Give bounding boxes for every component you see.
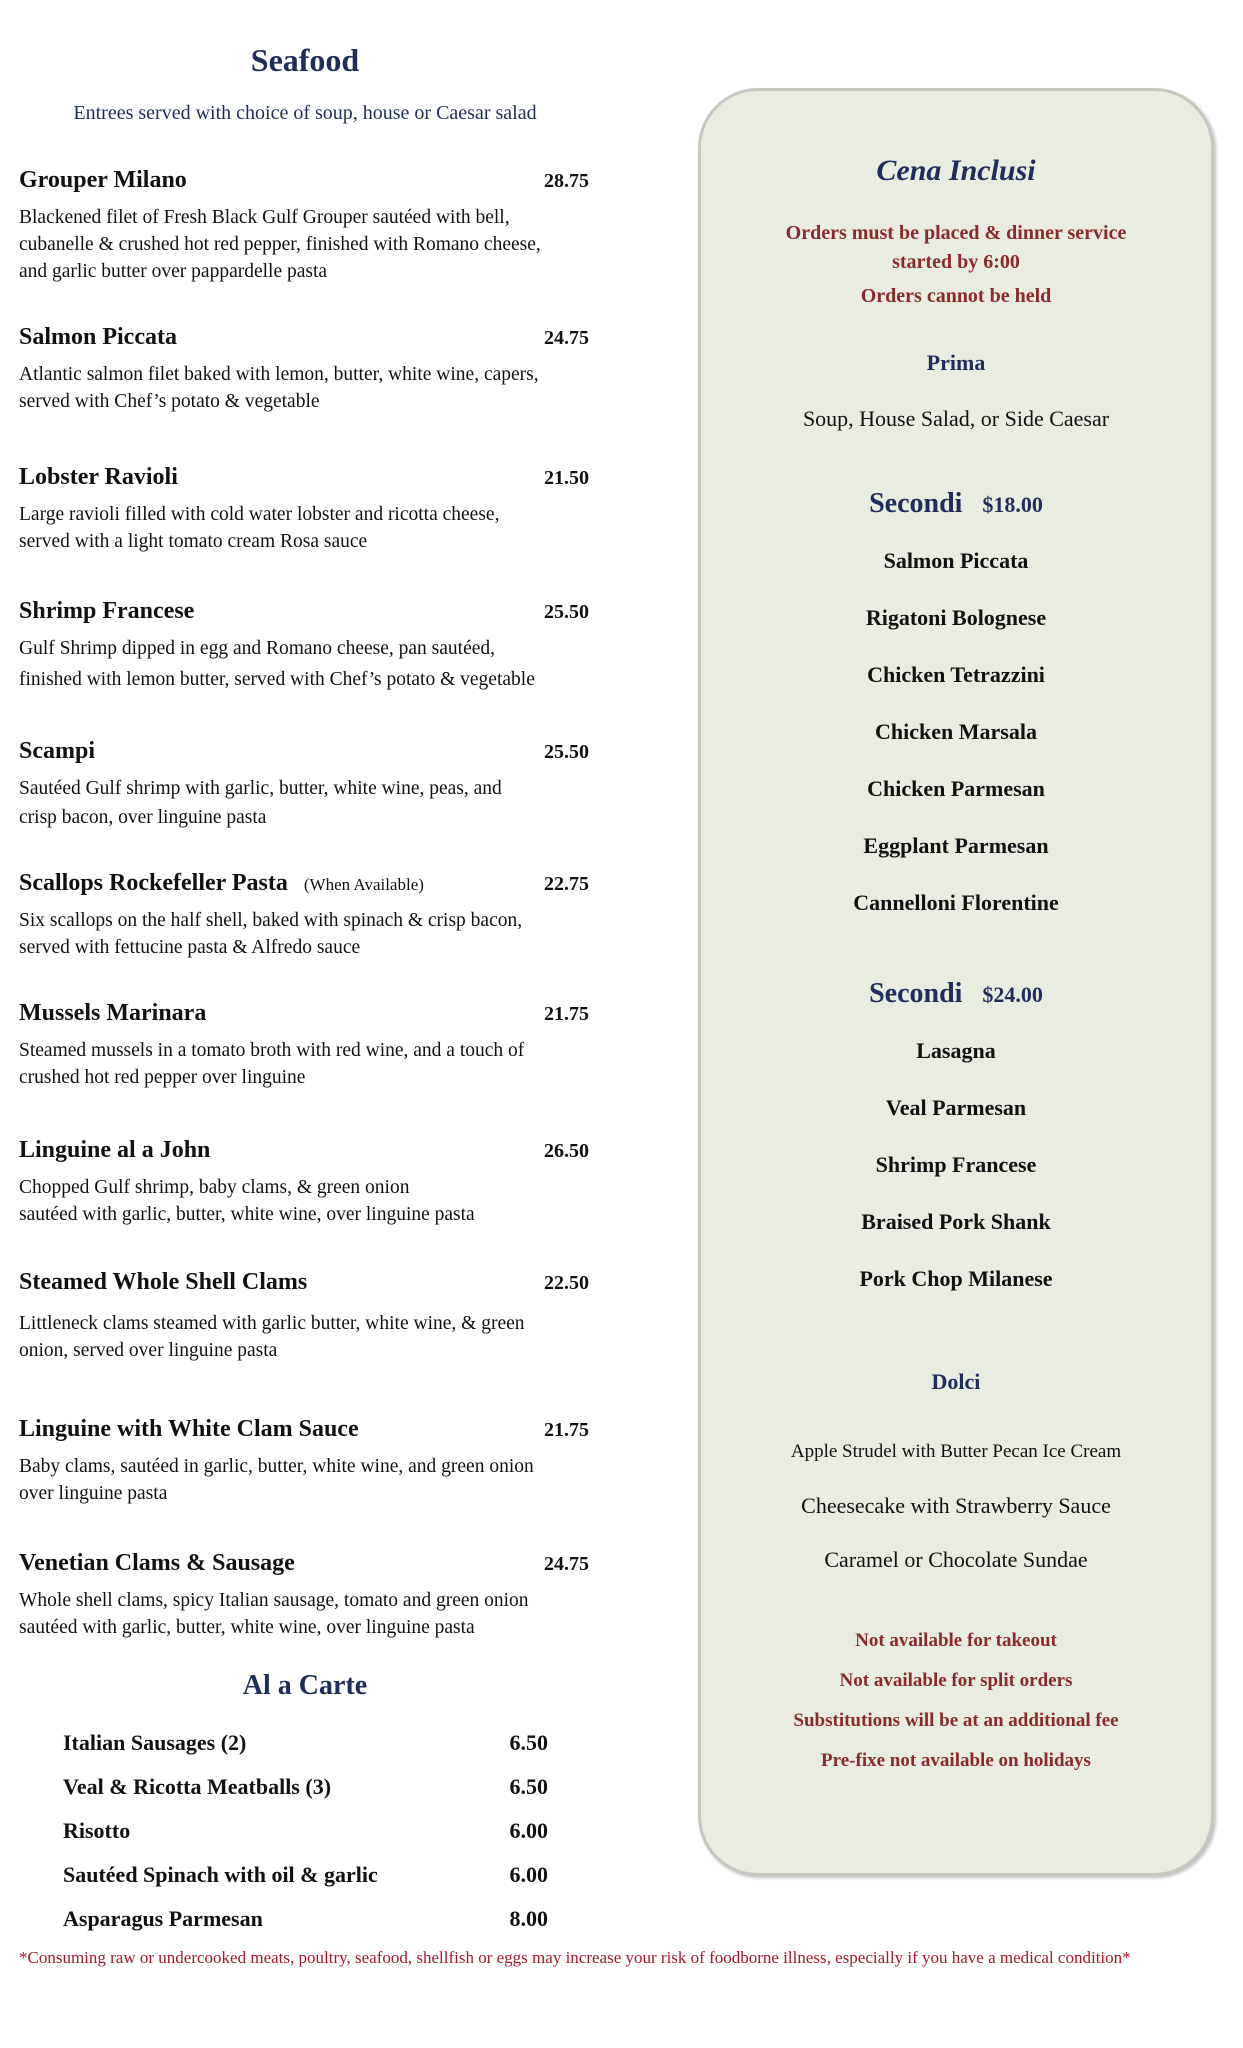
alacarte-item-price: 8.00 [509,1906,548,1931]
description-line: served with fettucine pasta & Alfredo sauce [19,937,361,958]
secondi-price: $24.00 [982,982,1043,1007]
secondi-item: Veal Parmesan [885,1095,1027,1120]
order-notice-line: Orders must be placed & dinner service [785,222,1127,244]
alacarte-item-name: Risotto [63,1818,131,1843]
dish-name: Lobster Ravioli [19,464,178,490]
menu-item [19,464,589,555]
menu-item [19,167,589,285]
dish-description [19,501,589,555]
menu-item [19,598,589,693]
prima-options: Soup, House Salad, or Side Caesar [802,406,1110,431]
restriction-note: Not available for split orders [839,1670,1073,1691]
dish-description [19,635,589,693]
secondi-24-heading [698,978,1214,1010]
dish-description [19,1174,589,1228]
restriction-note: Substitutions will be at an additional fee [793,1710,1119,1731]
restriction-note: Pre-fixe not available on holidays [821,1750,1091,1771]
secondi-item: Salmon Piccata [883,548,1029,573]
dish-name: Grouper Milano [19,167,187,193]
description-line: Blackened filet of Fresh Black Gulf Grouper sautéed with bell, [19,207,510,228]
dish-description [19,1453,589,1507]
dish-price: 21.75 [544,1419,589,1441]
description-line: crushed hot red pepper over linguine [19,1067,306,1088]
menu-item [19,1269,589,1364]
secondi-price: $18.00 [982,492,1043,517]
description-line: Sautéed Gulf shrimp with garlic, butter, white wine, peas, and [19,778,502,799]
alacarte-item-name: Asparagus Parmesan [63,1906,263,1931]
alacarte-item-price: 6.50 [509,1774,548,1799]
description-line: Baby clams, sautéed in garlic, butter, white wine, and green onion [19,1456,534,1477]
dish-price: 24.75 [544,327,589,349]
alacarte-item [63,1818,548,1844]
dish-price: 24.75 [544,1553,589,1575]
dolci-item: Caramel or Chocolate Sundae [824,1547,1088,1572]
dish-description [19,361,589,415]
dish-name: Linguine al a John [19,1137,211,1163]
secondi-18-heading [698,488,1214,520]
description-line: Atlantic salmon filet baked with lemon, butter, white wine, capers, [19,364,539,385]
dish-price: 25.50 [544,741,589,763]
dish-description [19,907,589,961]
dish-price: 26.50 [544,1140,589,1162]
description-line: served with Chef’s potato & vegetable [19,391,320,412]
description-line: Large ravioli filled with cold water lobster and ricotta cheese, [19,504,500,525]
alacarte-item-price: 6.00 [509,1862,548,1887]
menu-item [19,1550,589,1641]
alacarte-item-price: 6.50 [509,1730,548,1755]
description-line: sautéed with garlic, butter, white wine, over linguine pasta [19,1617,475,1638]
cena-inclusi-title: Cena Inclusi [876,154,1036,187]
description-line: Six scallops on the half shell, baked with spinach & crisp bacon, [19,910,523,931]
dish-name: Shrimp Francese [19,598,195,624]
alacarte-item-price: 6.00 [509,1818,548,1843]
alacarte-heading: Al a Carte [242,1670,368,1701]
secondi-item: Rigatoni Bolognese [865,605,1047,630]
description-line: Gulf Shrimp dipped in egg and Romano cheese, pan sautéed, [19,638,496,659]
dish-name: Mussels Marinara [19,1000,207,1026]
dolci-heading: Dolci [931,1369,981,1394]
secondi-item: Eggplant Parmesan [863,833,1049,858]
description-line: sautéed with garlic, butter, white wine, over linguine pasta [19,1204,475,1225]
secondi-title: Secondi [869,978,963,1009]
dish-name: Salmon Piccata [19,324,177,350]
description-line: and garlic butter over pappardelle pasta [19,261,328,282]
dish-name: Scallops Rockefeller Pasta [19,870,288,896]
dish-price: 28.75 [544,170,589,192]
secondi-item: Chicken Marsala [875,719,1037,744]
menu-item [19,738,589,831]
description-line: cubanelle & crushed hot red pepper, finished with Romano cheese, [19,234,541,255]
menu-item [19,1137,589,1228]
menu-item [19,870,589,961]
secondi-item: Chicken Tetrazzini [867,662,1045,687]
alacarte-item-name: Italian Sausages (2) [63,1730,247,1755]
availability-note: (When Available) [303,875,424,894]
secondi-item: Chicken Parmesan [867,776,1045,801]
description-line: finished with lemon butter, served with Chef’s potato & vegetable [19,669,535,690]
order-notice-line: started by 6:00 [892,251,1020,273]
secondi-item: Pork Chop Milanese [859,1266,1053,1291]
dolci-item: Apple Strudel with Butter Pecan Ice Cream [790,1441,1122,1462]
dish-price: 21.50 [544,467,589,489]
dish-name: Linguine with White Clam Sauce [19,1416,359,1442]
alacarte-item-name: Veal & Ricotta Meatballs (3) [63,1774,332,1799]
description-line: Chopped Gulf shrimp, baby clams, & green onion [19,1177,410,1198]
dolci-item: Cheesecake with Strawberry Sauce [801,1493,1111,1518]
dish-description [19,1037,589,1091]
dish-name: Venetian Clams & Sausage [19,1550,295,1576]
menu-item [19,1000,589,1091]
dish-name: Steamed Whole Shell Clams [19,1269,308,1295]
dish-description [19,1310,589,1364]
alacarte-item [63,1774,548,1800]
description-line: over linguine pasta [19,1483,168,1504]
dish-description [19,1587,589,1641]
description-line: crisp bacon, over linguine pasta [19,807,267,828]
description-line: onion, served over linguine pasta [19,1340,278,1361]
menu-item [19,324,589,415]
secondi-title: Secondi [869,488,963,519]
menu-item [19,1416,589,1507]
description-line: served with a light tomato cream Rosa sauce [19,531,368,552]
alacarte-item [63,1862,548,1888]
dish-price: 25.50 [544,601,589,623]
description-line: Littleneck clams steamed with garlic butter, white wine, & green [19,1313,525,1334]
dish-description [19,775,589,831]
secondi-item: Shrimp Francese [875,1152,1037,1177]
prima-heading: Prima [926,350,986,375]
secondi-item: Braised Pork Shank [861,1209,1051,1234]
description-line: Steamed mussels in a tomato broth with red wine, and a touch of [19,1040,525,1061]
alacarte-item-name: Sautéed Spinach with oil & garlic [63,1862,378,1887]
restriction-note: Not available for takeout [855,1630,1057,1651]
secondi-item: Cannelloni Florentine [853,890,1059,915]
secondi-item: Lasagna [916,1038,996,1063]
alacarte-item [63,1730,548,1756]
seafood-subtitle: Entrees served with choice of soup, house or Caesar salad [73,102,537,124]
food-safety-disclaimer: *Consuming raw or undercooked meats, poultry, seafood, shellfish or eggs may increase your risk of foodborne illness, especially if you have a medical condition* [19,1948,1131,1967]
dish-price: 22.75 [544,873,589,895]
alacarte-item [63,1906,548,1932]
dish-price: 21.75 [544,1003,589,1025]
order-notice-line: Orders cannot be held [860,285,1052,307]
dish-name: Scampi [19,738,96,764]
dish-description [19,204,589,285]
description-line: Whole shell clams, spicy Italian sausage, tomato and green onion [19,1590,529,1611]
dish-price: 22.50 [544,1272,589,1294]
seafood-heading: Seafood [250,42,360,78]
